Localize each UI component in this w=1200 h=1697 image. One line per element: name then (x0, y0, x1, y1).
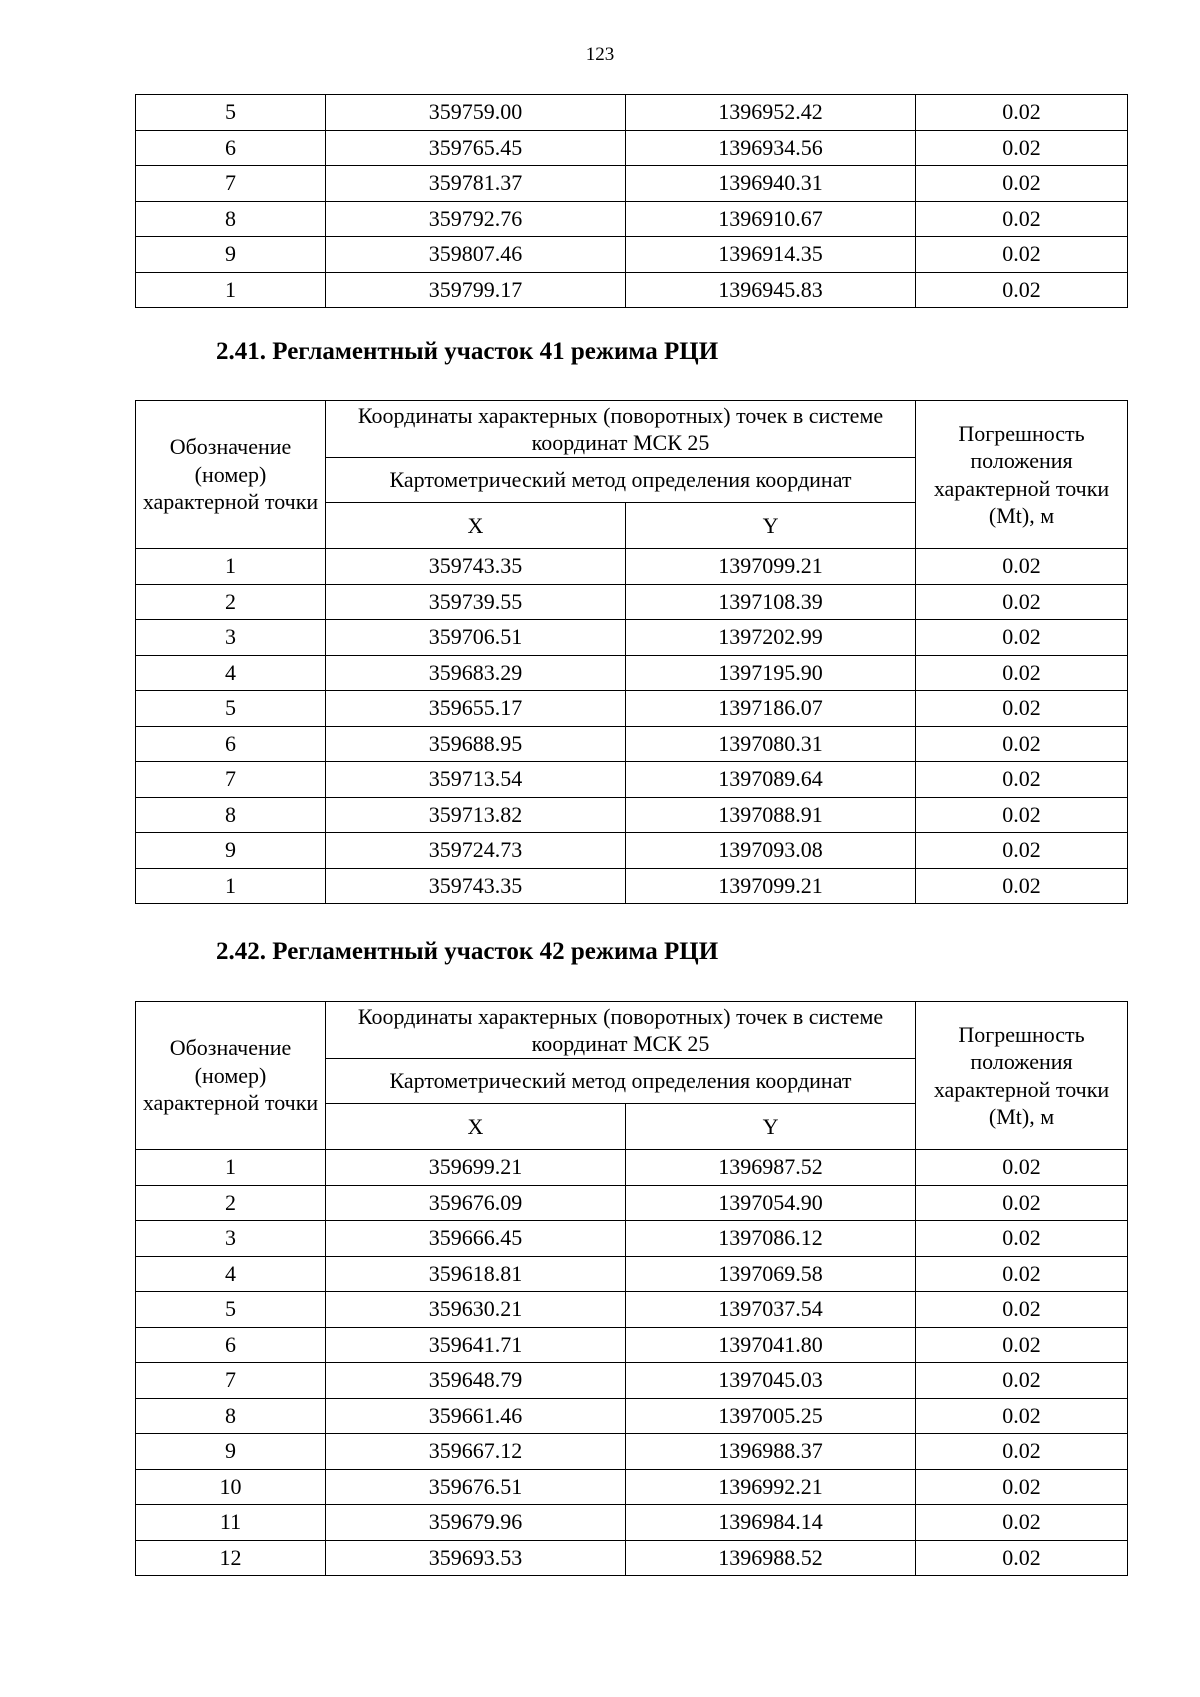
table-row (136, 1185, 1128, 1221)
table-row (136, 1469, 1128, 1505)
table-row (136, 584, 1128, 620)
table-row (136, 797, 1128, 833)
point-number-cell: 1 (136, 549, 326, 585)
header-y: Y (626, 1104, 916, 1150)
x-coordinate-cell: 359713.82 (326, 797, 626, 833)
y-coordinate-cell: 1397093.08 (626, 833, 916, 869)
x-coordinate-cell: 359792.76 (326, 201, 626, 237)
y-coordinate-cell: 1396945.83 (626, 272, 916, 308)
x-coordinate-cell: 359759.00 (326, 95, 626, 131)
y-coordinate-cell: 1396914.35 (626, 237, 916, 273)
y-coordinate-cell: 1397037.54 (626, 1292, 916, 1328)
y-coordinate-cell: 1397088.91 (626, 797, 916, 833)
header-coords-title: Координаты характерных (поворотных) точек в системе координат МСК 25 (326, 1002, 916, 1059)
x-coordinate-cell: 359693.53 (326, 1540, 626, 1576)
point-number-cell: 5 (136, 1292, 326, 1328)
y-coordinate-cell: 1396988.37 (626, 1434, 916, 1470)
table-row (136, 272, 1128, 308)
header-y: Y (626, 503, 916, 549)
x-coordinate-cell: 359676.09 (326, 1185, 626, 1221)
error-cell: 0.02 (916, 1363, 1128, 1399)
error-cell: 0.02 (916, 272, 1128, 308)
x-coordinate-cell: 359666.45 (326, 1221, 626, 1257)
point-number-cell: 5 (136, 95, 326, 131)
point-number-cell: 2 (136, 584, 326, 620)
y-coordinate-cell: 1397089.64 (626, 762, 916, 798)
point-number-cell: 3 (136, 1221, 326, 1257)
error-cell: 0.02 (916, 1221, 1128, 1257)
point-number-cell: 1 (136, 1150, 326, 1186)
error-cell: 0.02 (916, 762, 1128, 798)
table-row (136, 833, 1128, 869)
coordinates-table-42 (135, 1001, 1128, 1576)
point-number-cell: 3 (136, 620, 326, 656)
error-cell: 0.02 (916, 166, 1128, 202)
header-method: Картометрический метод определения координат (326, 458, 916, 503)
table-row (136, 1221, 1128, 1257)
point-number-cell: 7 (136, 762, 326, 798)
error-cell: 0.02 (916, 620, 1128, 656)
y-coordinate-cell: 1397202.99 (626, 620, 916, 656)
x-coordinate-cell: 359618.81 (326, 1256, 626, 1292)
point-number-cell: 4 (136, 1256, 326, 1292)
point-number-cell: 6 (136, 726, 326, 762)
y-coordinate-cell: 1397054.90 (626, 1185, 916, 1221)
y-coordinate-cell: 1397099.21 (626, 868, 916, 904)
table-row (136, 655, 1128, 691)
error-cell: 0.02 (916, 1505, 1128, 1541)
x-coordinate-cell: 359667.12 (326, 1434, 626, 1470)
y-coordinate-cell: 1397108.39 (626, 584, 916, 620)
table-row (136, 237, 1128, 273)
error-cell: 0.02 (916, 1434, 1128, 1470)
error-cell: 0.02 (916, 549, 1128, 585)
x-coordinate-cell: 359676.51 (326, 1469, 626, 1505)
x-coordinate-cell: 359743.35 (326, 549, 626, 585)
y-coordinate-cell: 1397041.80 (626, 1327, 916, 1363)
table-row (136, 201, 1128, 237)
point-number-cell: 9 (136, 833, 326, 869)
error-cell: 0.02 (916, 691, 1128, 727)
x-coordinate-cell: 359630.21 (326, 1292, 626, 1328)
y-coordinate-cell: 1397005.25 (626, 1398, 916, 1434)
error-cell: 0.02 (916, 833, 1128, 869)
point-number-cell: 7 (136, 166, 326, 202)
y-coordinate-cell: 1397186.07 (626, 691, 916, 727)
error-cell: 0.02 (916, 868, 1128, 904)
table-row (136, 130, 1128, 166)
point-number-cell: 12 (136, 1540, 326, 1576)
coordinates-table-continued (135, 94, 1128, 308)
y-coordinate-cell: 1397080.31 (626, 726, 916, 762)
table-row (136, 762, 1128, 798)
page-number: 123 (585, 44, 615, 65)
point-number-cell: 1 (136, 868, 326, 904)
point-number-cell: 1 (136, 272, 326, 308)
error-cell: 0.02 (916, 584, 1128, 620)
table-row (136, 726, 1128, 762)
point-number-cell: 6 (136, 1327, 326, 1363)
error-cell: 0.02 (916, 1398, 1128, 1434)
table-row (136, 549, 1128, 585)
y-coordinate-cell: 1396992.21 (626, 1469, 916, 1505)
point-number-cell: 8 (136, 201, 326, 237)
point-number-cell: 9 (136, 237, 326, 273)
error-cell: 0.02 (916, 1469, 1128, 1505)
error-cell: 0.02 (916, 1185, 1128, 1221)
header-error: Погрешность положения характерной точки (Mt), м (916, 401, 1128, 549)
y-coordinate-cell: 1397045.03 (626, 1363, 916, 1399)
x-coordinate-cell: 359713.54 (326, 762, 626, 798)
error-cell: 0.02 (916, 1292, 1128, 1328)
point-number-cell: 5 (136, 691, 326, 727)
point-number-cell: 11 (136, 1505, 326, 1541)
error-cell: 0.02 (916, 130, 1128, 166)
table-row (136, 1150, 1128, 1186)
point-number-cell: 8 (136, 797, 326, 833)
point-number-cell: 6 (136, 130, 326, 166)
point-number-cell: 9 (136, 1434, 326, 1470)
x-coordinate-cell: 359799.17 (326, 272, 626, 308)
table-row (136, 1363, 1128, 1399)
table-row (136, 166, 1128, 202)
x-coordinate-cell: 359807.46 (326, 237, 626, 273)
y-coordinate-cell: 1396934.56 (626, 130, 916, 166)
error-cell: 0.02 (916, 797, 1128, 833)
error-cell: 0.02 (916, 201, 1128, 237)
table-body (136, 1150, 1128, 1576)
table-row (136, 620, 1128, 656)
x-coordinate-cell: 359655.17 (326, 691, 626, 727)
header-method: Картометрический метод определения координат (326, 1059, 916, 1104)
y-coordinate-cell: 1396988.52 (626, 1540, 916, 1576)
table-row (136, 95, 1128, 131)
table-row (136, 1327, 1128, 1363)
point-number-cell: 4 (136, 655, 326, 691)
x-coordinate-cell: 359743.35 (326, 868, 626, 904)
x-coordinate-cell: 359724.73 (326, 833, 626, 869)
point-number-cell: 10 (136, 1469, 326, 1505)
x-coordinate-cell: 359699.21 (326, 1150, 626, 1186)
section-title-41: 2.41. Регламентный участок 41 режима РЦИ (216, 338, 719, 365)
coordinates-table-41 (135, 400, 1128, 904)
y-coordinate-cell: 1396952.42 (626, 95, 916, 131)
table-row (136, 1540, 1128, 1576)
section-title-42: 2.42. Регламентный участок 42 режима РЦИ (216, 938, 719, 965)
error-cell: 0.02 (916, 1150, 1128, 1186)
x-coordinate-cell: 359765.45 (326, 130, 626, 166)
table-body (136, 95, 1128, 308)
error-cell: 0.02 (916, 655, 1128, 691)
point-number-cell: 7 (136, 1363, 326, 1399)
y-coordinate-cell: 1396987.52 (626, 1150, 916, 1186)
y-coordinate-cell: 1396910.67 (626, 201, 916, 237)
error-cell: 0.02 (916, 1256, 1128, 1292)
x-coordinate-cell: 359739.55 (326, 584, 626, 620)
table-row (136, 1398, 1128, 1434)
y-coordinate-cell: 1397086.12 (626, 1221, 916, 1257)
y-coordinate-cell: 1396940.31 (626, 166, 916, 202)
x-coordinate-cell: 359683.29 (326, 655, 626, 691)
table-row (136, 1505, 1128, 1541)
table-row (136, 1256, 1128, 1292)
table-row (136, 1292, 1128, 1328)
header-x: X (326, 1104, 626, 1150)
header-designation: Обозначение (номер) характерной точки (136, 401, 326, 549)
point-number-cell: 8 (136, 1398, 326, 1434)
error-cell: 0.02 (916, 726, 1128, 762)
table-row (136, 868, 1128, 904)
x-coordinate-cell: 359688.95 (326, 726, 626, 762)
y-coordinate-cell: 1397195.90 (626, 655, 916, 691)
error-cell: 0.02 (916, 1327, 1128, 1363)
point-number-cell: 2 (136, 1185, 326, 1221)
x-coordinate-cell: 359781.37 (326, 166, 626, 202)
x-coordinate-cell: 359706.51 (326, 620, 626, 656)
header-designation: Обозначение (номер) характерной точки (136, 1002, 326, 1150)
error-cell: 0.02 (916, 1540, 1128, 1576)
x-coordinate-cell: 359661.46 (326, 1398, 626, 1434)
x-coordinate-cell: 359679.96 (326, 1505, 626, 1541)
header-x: X (326, 503, 626, 549)
table-body (136, 549, 1128, 904)
error-cell: 0.02 (916, 237, 1128, 273)
x-coordinate-cell: 359641.71 (326, 1327, 626, 1363)
y-coordinate-cell: 1397099.21 (626, 549, 916, 585)
error-cell: 0.02 (916, 95, 1128, 131)
header-error: Погрешность положения характерной точки (Mt), м (916, 1002, 1128, 1150)
y-coordinate-cell: 1396984.14 (626, 1505, 916, 1541)
y-coordinate-cell: 1397069.58 (626, 1256, 916, 1292)
x-coordinate-cell: 359648.79 (326, 1363, 626, 1399)
table-row (136, 1434, 1128, 1470)
table-row (136, 691, 1128, 727)
header-coords-title: Координаты характерных (поворотных) точек в системе координат МСК 25 (326, 401, 916, 458)
